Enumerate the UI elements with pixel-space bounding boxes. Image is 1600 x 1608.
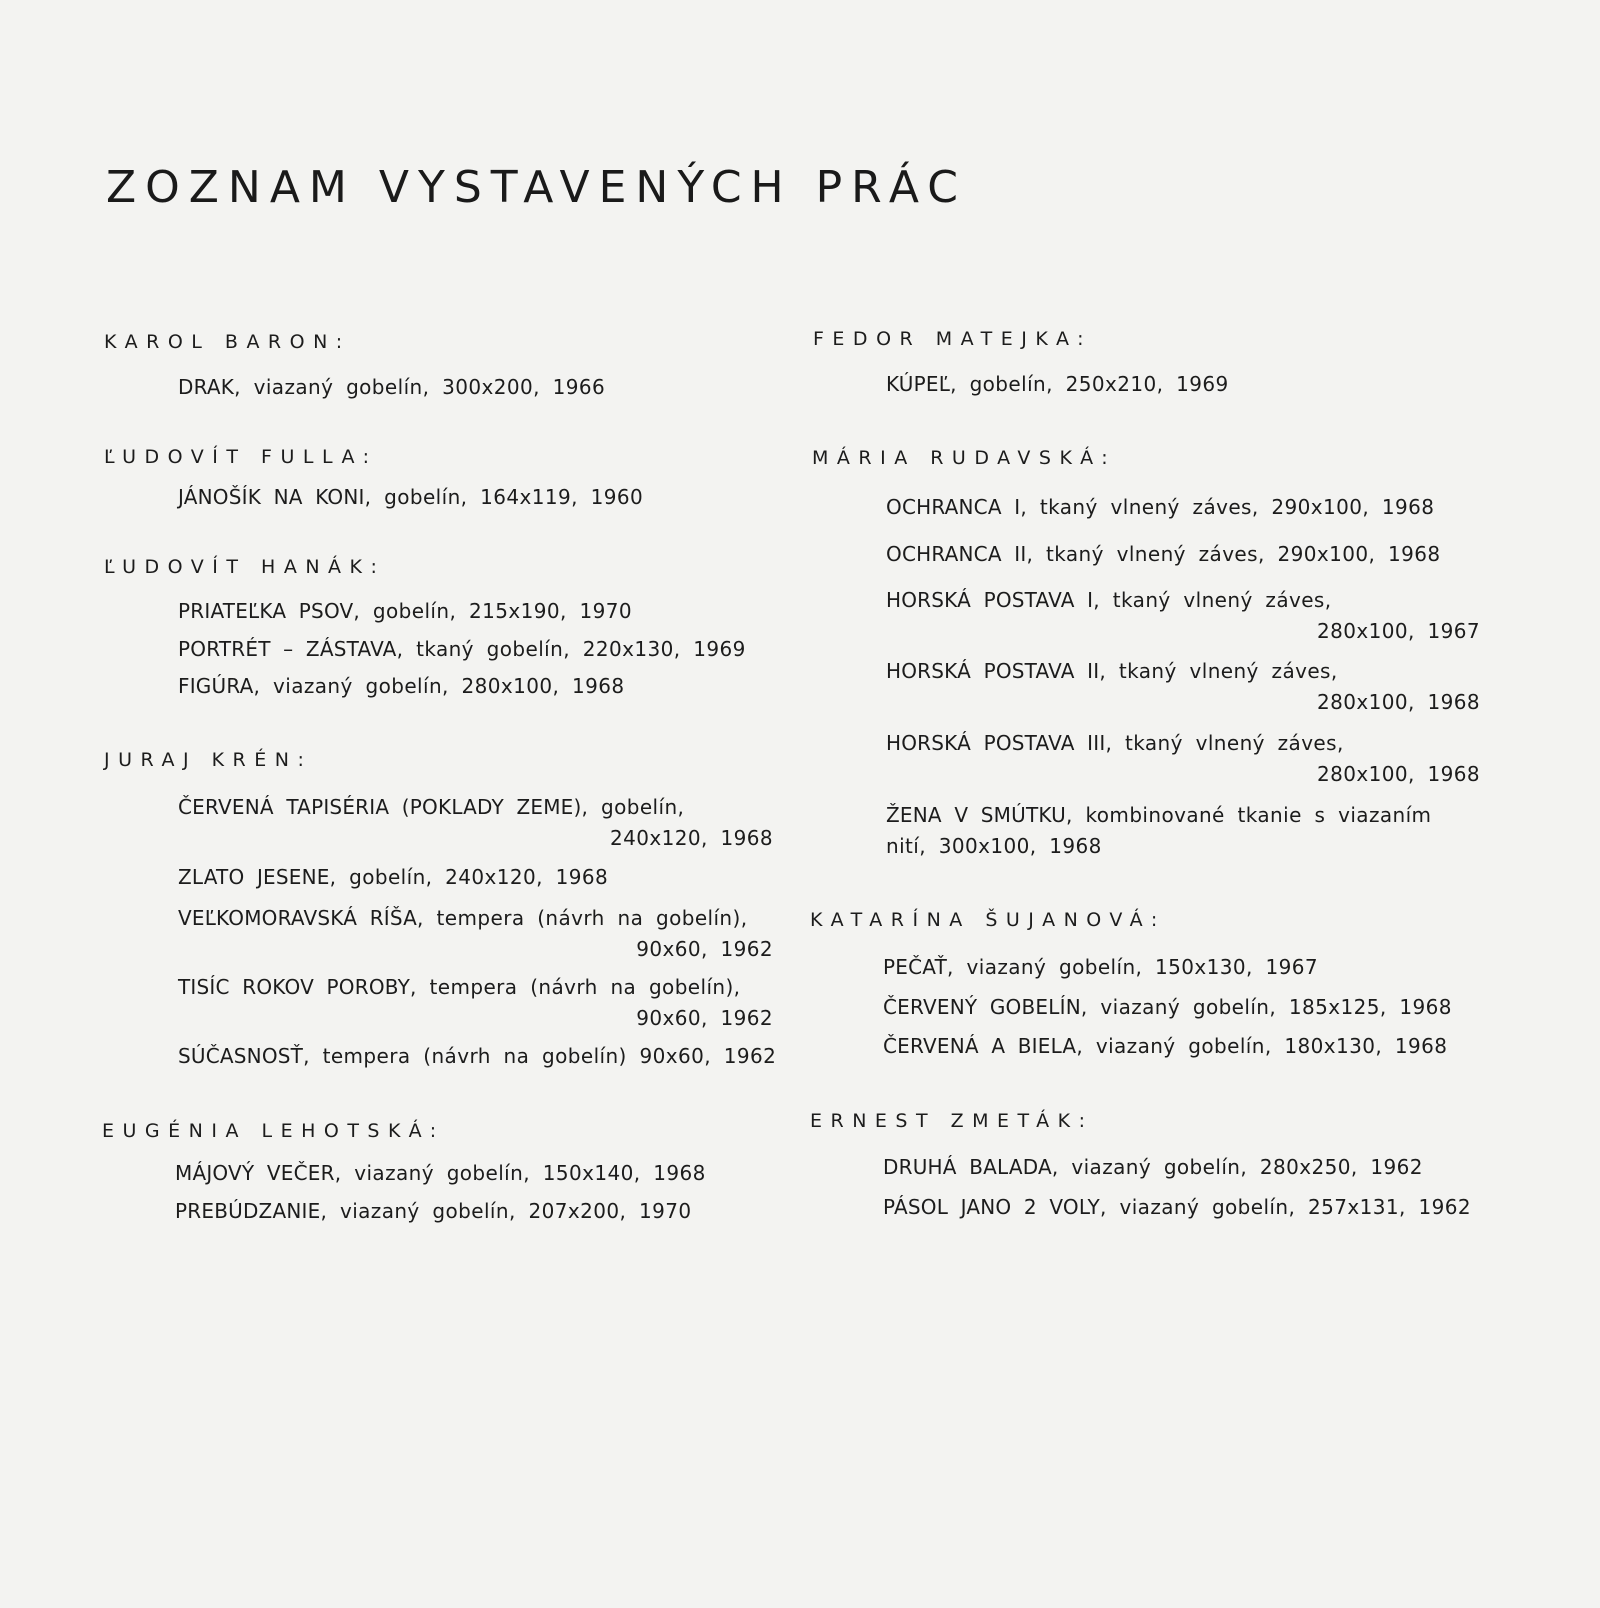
- artist-name: FEDOR MATEJKA:: [813, 328, 1093, 350]
- work-item: [178, 977, 740, 997]
- work-item: [178, 867, 608, 887]
- work-details: , gobelín, 215x190, 1970: [353, 599, 632, 623]
- work-details: , viazaný gobelín, 280x100, 1968: [253, 674, 625, 698]
- work-item: [178, 797, 684, 817]
- work-details-continued: 280x100, 1967: [1317, 619, 1480, 643]
- work-item: [178, 1046, 776, 1066]
- work-title: PREBÚDZANIE: [175, 1199, 321, 1223]
- work-title: PORTRÉT – ZÁSTAVA: [178, 637, 397, 661]
- work-title: ČERVENÁ A BIELA: [883, 1034, 1077, 1058]
- work-details: , gobelín,: [581, 795, 685, 819]
- work-details: , tkaný vlnený záves, 290x100, 1968: [1026, 542, 1441, 566]
- work-details-continued: nití, 300x100, 1968: [886, 834, 1102, 858]
- artist-name: JURAJ KRÉN:: [104, 749, 313, 771]
- work-item: [175, 1163, 706, 1183]
- work-item: [883, 1157, 1423, 1177]
- work-title: VEĽKOMORAVSKÁ RÍŠA: [178, 906, 418, 930]
- work-title: HORSKÁ POSTAVA I: [886, 588, 1094, 612]
- work-title: MÁJOVÝ VEČER: [175, 1161, 335, 1185]
- work-details-continued: 240x120, 1968: [610, 826, 773, 850]
- work-title: SÚČASNOSŤ: [178, 1044, 304, 1068]
- work-title: PÁSOL JANO 2 VOLY: [883, 1195, 1100, 1219]
- work-item: [883, 997, 1452, 1017]
- work-title: HORSKÁ POSTAVA II: [886, 659, 1100, 683]
- work-title: ČERVENÁ TAPISÉRIA (POKLADY ZEME): [178, 795, 582, 819]
- work-title: TISÍC ROKOV POROBY: [178, 975, 411, 999]
- work-item: [886, 544, 1440, 564]
- work-details: , tkaný vlnený záves,: [1099, 659, 1338, 683]
- work-item: [178, 639, 746, 659]
- work-item: [886, 497, 1434, 517]
- work-details-continued: 280x100, 1968: [1317, 690, 1480, 714]
- work-details: , tempera (návrh na gobelín),: [417, 906, 748, 930]
- work-item: [886, 374, 1229, 394]
- artist-name: ĽUDOVÍT HANÁK:: [104, 556, 386, 578]
- work-details: , tkaný vlnený záves, 290x100, 1968: [1020, 495, 1435, 519]
- work-item: [175, 1201, 691, 1221]
- artist-name: EUGÉNIA LEHOTSKÁ:: [102, 1120, 445, 1142]
- work-item: [178, 487, 643, 507]
- work-details: , gobelín, 250x210, 1969: [950, 372, 1229, 396]
- work-title: ŽENA V SMÚTKU: [886, 803, 1067, 827]
- work-item: [886, 805, 1431, 825]
- work-title: KÚPEĽ: [886, 372, 951, 396]
- work-details: , tempera (návrh na gobelín) 90x60, 1962: [303, 1044, 777, 1068]
- work-title: PEČAŤ: [883, 955, 948, 979]
- page-title: ZOZNAM VYSTAVENÝCH PRÁC: [106, 162, 967, 213]
- work-item: [883, 1197, 1471, 1217]
- work-details-continued: 90x60, 1962: [636, 937, 773, 961]
- work-details: , viazaný gobelín, 185x125, 1968: [1080, 995, 1452, 1019]
- work-details-continued: 90x60, 1962: [636, 1006, 773, 1030]
- work-details: , viazaný gobelín, 180x130, 1968: [1076, 1034, 1448, 1058]
- artist-name: KAROL BARON:: [104, 331, 351, 353]
- work-item: [886, 733, 1344, 753]
- work-details: , viazaný gobelín, 207x200, 1970: [320, 1199, 692, 1223]
- work-details: , viazaný gobelín, 150x140, 1968: [334, 1161, 706, 1185]
- work-details: , gobelín, 164x119, 1960: [364, 485, 644, 509]
- work-details: , gobelín, 240x120, 1968: [329, 865, 609, 889]
- work-item: [886, 661, 1338, 681]
- work-details: , tkaný gobelín, 220x130, 1969: [396, 637, 746, 661]
- work-title: ČERVENÝ GOBELÍN: [883, 995, 1081, 1019]
- artist-name: ERNEST ZMETÁK:: [810, 1110, 1094, 1132]
- work-item: [178, 601, 632, 621]
- work-item: [886, 590, 1332, 610]
- artist-name: MÁRIA RUDAVSKÁ:: [812, 447, 1117, 469]
- work-item: [178, 676, 625, 696]
- work-title: ZLATO JESENE: [178, 865, 330, 889]
- work-title: OCHRANCA I: [886, 495, 1021, 519]
- work-title: DRUHÁ BALADA: [883, 1155, 1052, 1179]
- work-title: FIGÚRA: [178, 674, 254, 698]
- work-item: [178, 908, 747, 928]
- work-details: , tkaný vlnený záves,: [1093, 588, 1332, 612]
- work-details: , tempera (návrh na gobelín),: [410, 975, 741, 999]
- work-title: DRAK: [178, 375, 235, 399]
- work-details: , viazaný gobelín, 257x131, 1962: [1099, 1195, 1471, 1219]
- work-item: [883, 957, 1318, 977]
- work-title: PRIATEĽKA PSOV: [178, 599, 354, 623]
- work-details: , kombinované tkanie s viazaním: [1066, 803, 1432, 827]
- work-details: , viazaný gobelín, 300x200, 1966: [234, 375, 606, 399]
- work-title: JÁNOŠÍK NA KONI: [178, 485, 365, 509]
- work-title: HORSKÁ POSTAVA III: [886, 731, 1106, 755]
- work-title: OCHRANCA II: [886, 542, 1027, 566]
- artist-name: KATARÍNA ŠUJANOVÁ:: [810, 909, 1166, 931]
- work-item: [178, 377, 605, 397]
- work-details: , tkaný vlnený záves,: [1105, 731, 1344, 755]
- work-details: , viazaný gobelín, 150x130, 1967: [947, 955, 1319, 979]
- work-details: , viazaný gobelín, 280x250, 1962: [1051, 1155, 1423, 1179]
- work-item: [883, 1036, 1447, 1056]
- artist-name: ĽUDOVÍT FULLA:: [104, 446, 378, 468]
- work-details-continued: 280x100, 1968: [1317, 762, 1480, 786]
